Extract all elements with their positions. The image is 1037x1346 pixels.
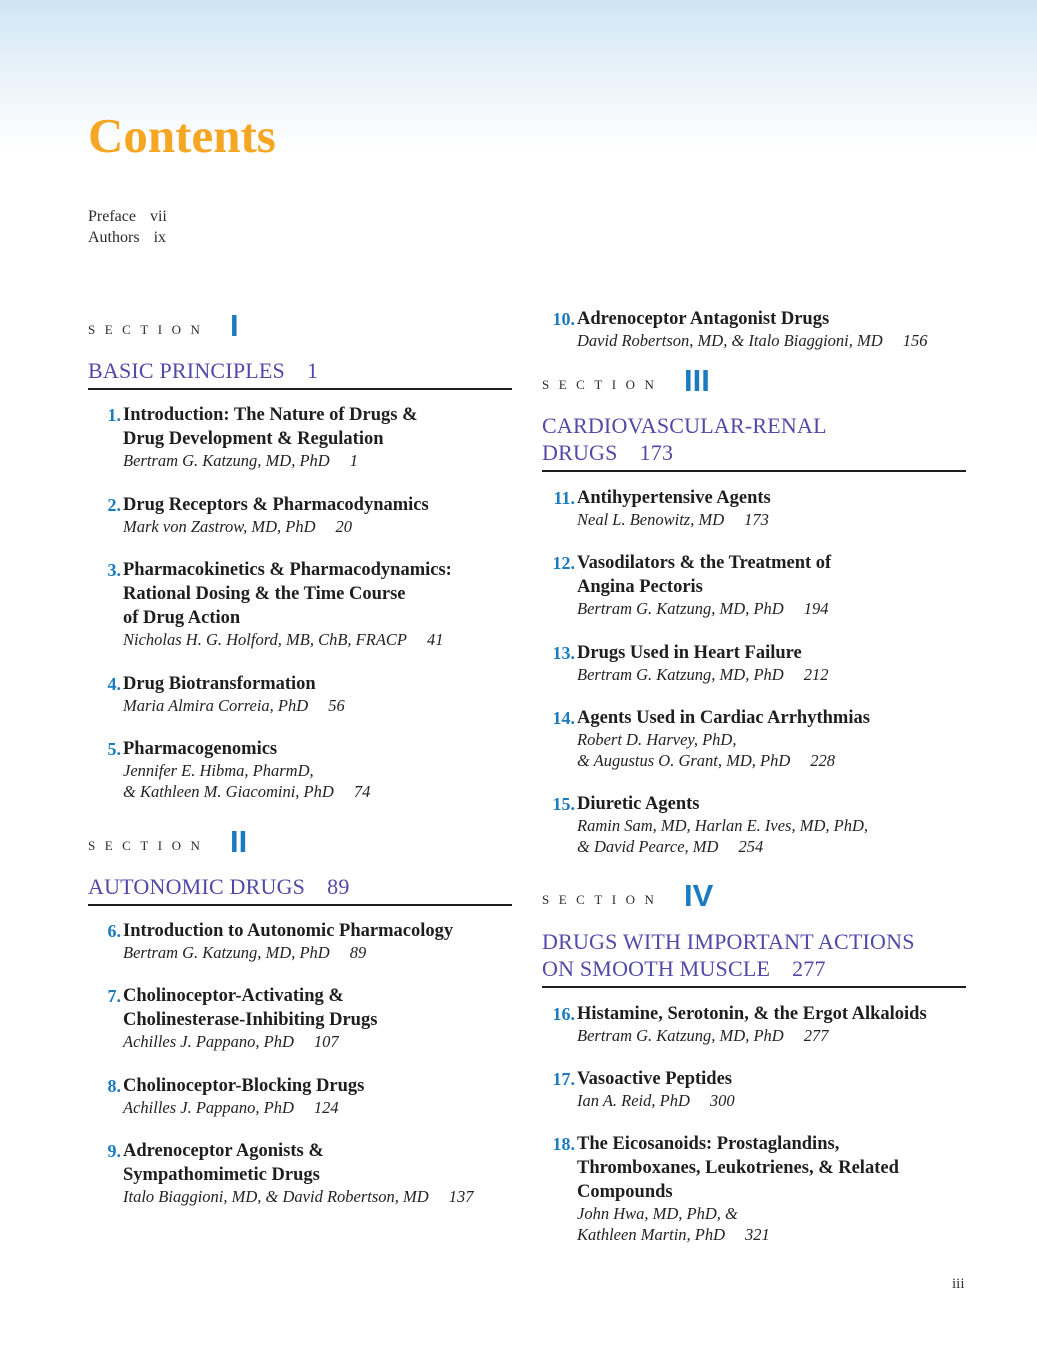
chapter-number: 12. (552, 553, 575, 573)
chapter-authors (577, 599, 972, 620)
chapter-title: Vasoactive Peptides (577, 1069, 733, 1089)
chapter-authors (123, 943, 518, 964)
section-numeral: IV (684, 878, 714, 913)
chapter-title: Pharmacokinetics & Pharmacodynamics: Rational Dosing & the Time Course of Drug Action (123, 560, 452, 628)
front-item-label: Preface (88, 208, 136, 225)
chapter-author-names: Jennifer E. Hibma, PharmD, (123, 761, 314, 780)
front-item-authors[interactable] (88, 227, 167, 248)
section-title-i[interactable] (88, 357, 512, 390)
chapter-number: 6. (107, 921, 121, 941)
chapter-entry[interactable] (542, 706, 972, 771)
section-title-text: AUTONOMIC DRUGS (88, 874, 306, 899)
chapter-number: 10. (552, 309, 575, 329)
chapter-authors (577, 665, 972, 686)
front-item-page: vii (149, 208, 167, 225)
chapter-entry[interactable] (88, 672, 518, 717)
chapter-authors (123, 630, 518, 651)
section-title-text: DRUGS WITH IMPORTANT ACTIONS (542, 929, 915, 954)
chapter-entry[interactable] (88, 984, 518, 1053)
chapter-title: Adrenoceptor Antagonist Drugs (577, 309, 830, 329)
chapter-number: 2. (107, 495, 121, 515)
chapter-author-names: Bertram G. Katzung, MD, PhD (577, 665, 784, 684)
chapter-page: 212 (803, 665, 829, 684)
chapter-authors (577, 730, 972, 771)
chapter-author-names: Kathleen Martin, PhD (577, 1224, 726, 1244)
chapter-number: 18. (552, 1134, 575, 1154)
chapter-entry[interactable] (88, 737, 518, 802)
chapter-title: Agents Used in Cardiac Arrhythmias (577, 708, 870, 728)
chapter-entry[interactable] (88, 403, 518, 472)
chapter-author-names: David Robertson, MD, & Italo Biaggioni, MD (577, 331, 883, 350)
section-label: SECTION (88, 838, 210, 853)
chapter-title: Cholinoceptor-Activating & Cholinesterase-Inhibiting Drugs (123, 986, 378, 1030)
chapter-authors (123, 696, 518, 717)
section-label: SECTION (542, 892, 664, 907)
chapter-author-names: & Kathleen M. Giacomini, PhD (123, 781, 334, 801)
chapter-title: Drug Biotransformation (123, 674, 316, 694)
chapter-title: Vasodilators & the Treatment of Angina Pectoris (577, 553, 832, 597)
chapter-number: 3. (107, 560, 121, 580)
section-title-text: CARDIOVASCULAR-RENAL (542, 413, 827, 438)
chapter-author-names: Achilles J. Pappano, PhD (123, 1032, 294, 1051)
page-number: iii (952, 1276, 965, 1292)
chapter-title: Drugs Used in Heart Failure (577, 643, 802, 663)
chapter-title: Drug Receptors & Pharmacodynamics (123, 495, 429, 515)
chapter-number: 8. (107, 1076, 121, 1096)
chapter-number: 14. (552, 708, 575, 728)
chapter-authors (577, 1204, 972, 1245)
section-title-text: ON SMOOTH MUSCLE (542, 956, 771, 981)
chapter-authors (577, 1091, 972, 1112)
chapter-number: 15. (552, 794, 575, 814)
chapter-author-names: Achilles J. Pappano, PhD (123, 1098, 294, 1117)
chapter-number: 9. (107, 1141, 121, 1161)
chapter-page: 277 (803, 1026, 829, 1045)
chapter-authors (577, 510, 972, 531)
chapter-authors (123, 1032, 518, 1053)
chapter-number: 7. (107, 986, 121, 1006)
chapter-entry[interactable] (542, 641, 972, 686)
front-item-page: ix (153, 229, 167, 246)
chapter-author-names: Nicholas H. G. Holford, MB, ChB, FRACP (123, 630, 407, 649)
section-page: 89 (327, 874, 350, 899)
chapter-authors (577, 331, 972, 352)
chapter-number: 17. (552, 1069, 575, 1089)
section-title-iii[interactable] (542, 412, 966, 472)
section-title-ii[interactable] (88, 873, 512, 906)
chapter-entry[interactable] (542, 307, 972, 352)
chapter-author-names: Mark von Zastrow, MD, PhD (123, 517, 316, 536)
chapter-page: 321 (745, 1224, 770, 1244)
chapter-author-names: Bertram G. Katzung, MD, PhD (123, 451, 330, 470)
chapter-number: 11. (553, 488, 575, 508)
section-numeral: II (230, 824, 248, 859)
chapter-entry[interactable] (542, 1067, 972, 1112)
chapter-author-names: Ian A. Reid, PhD (577, 1091, 690, 1110)
chapter-title: Introduction: The Nature of Drugs & Drug Development & Regulation (123, 405, 418, 449)
chapter-page: 228 (810, 750, 836, 770)
chapter-page: 89 (349, 943, 367, 962)
chapter-author-names: Bertram G. Katzung, MD, PhD (577, 599, 784, 618)
chapter-author-names: Maria Almira Correia, PhD (123, 696, 309, 715)
chapter-authors (123, 761, 518, 802)
chapter-page: 107 (313, 1032, 339, 1051)
chapter-author-names: Neal L. Benowitz, MD (577, 510, 725, 529)
section-title-text: BASIC PRINCIPLES (88, 358, 285, 383)
chapter-title: Histamine, Serotonin, & the Ergot Alkaloids (577, 1004, 927, 1024)
chapter-title: Cholinoceptor-Blocking Drugs (123, 1076, 365, 1096)
chapter-author-names: & David Pearce, MD (577, 836, 719, 856)
chapter-author-names: Italo Biaggioni, MD, & David Robertson, MD (123, 1187, 429, 1206)
chapter-page: 56 (328, 696, 345, 715)
front-matter (88, 206, 167, 248)
section-page: 173 (639, 440, 674, 465)
chapter-page: 41 (427, 630, 444, 649)
chapter-entry[interactable] (542, 486, 972, 531)
chapter-entry[interactable] (542, 1132, 972, 1245)
chapter-page: 74 (353, 781, 371, 801)
section-page: 1 (306, 358, 319, 383)
chapter-authors (123, 451, 518, 472)
chapter-number: 4. (107, 674, 121, 694)
chapter-page: 173 (744, 510, 769, 529)
chapter-authors (123, 1187, 518, 1208)
chapter-author-names: John Hwa, MD, PhD, & (577, 1204, 738, 1223)
chapter-number: 13. (552, 643, 575, 663)
chapter-author-names: Ramin Sam, MD, Harlan E. Ives, MD, PhD, (577, 816, 868, 835)
chapter-title: Pharmacogenomics (123, 739, 278, 759)
chapter-author-names: Bertram G. Katzung, MD, PhD (123, 943, 330, 962)
chapter-page: 1 (349, 451, 358, 470)
chapter-author-names: & Augustus O. Grant, MD, PhD (577, 750, 791, 770)
chapter-number: 16. (552, 1004, 575, 1024)
chapter-entry[interactable] (88, 1139, 518, 1208)
chapter-page: 156 (902, 331, 928, 350)
chapter-title: Antihypertensive Agents (577, 488, 771, 508)
chapter-page: 20 (335, 517, 352, 536)
chapter-title: Diuretic Agents (577, 794, 700, 814)
chapter-entry[interactable] (88, 919, 518, 964)
front-item-preface[interactable] (88, 206, 167, 227)
chapter-entry[interactable] (88, 493, 518, 538)
section-numeral: I (230, 308, 239, 343)
chapter-entry[interactable] (88, 1074, 518, 1119)
chapter-page: 124 (313, 1098, 339, 1117)
chapter-author-names: Bertram G. Katzung, MD, PhD (577, 1026, 784, 1045)
section-label: SECTION (542, 377, 664, 392)
section-title-text: DRUGS (542, 440, 618, 465)
section-label: SECTION (88, 322, 210, 337)
section-title-iv[interactable] (542, 928, 966, 988)
chapter-title: Adrenoceptor Agonists & Sympathomimetic Drugs (123, 1141, 324, 1185)
page-title: Contents (88, 108, 276, 163)
chapter-author-names: Robert D. Harvey, PhD, (577, 730, 737, 749)
chapter-authors (577, 816, 972, 857)
chapter-number: 5. (107, 739, 121, 759)
chapter-number: 1. (107, 405, 121, 425)
chapter-page: 137 (448, 1187, 474, 1206)
chapter-title: Introduction to Autonomic Pharmacology (123, 921, 454, 941)
chapter-authors (123, 517, 518, 538)
chapter-page: 254 (738, 836, 764, 856)
chapter-entry[interactable] (542, 551, 972, 620)
chapter-title: The Eicosanoids: Prostaglandins, Thromboxanes, Leukotrienes, & Related Compounds (577, 1134, 899, 1202)
section-page: 277 (792, 956, 826, 981)
chapter-entry[interactable] (542, 792, 972, 857)
chapter-page: 300 (709, 1091, 735, 1110)
chapter-authors (123, 1098, 518, 1119)
front-item-label: Authors (88, 229, 140, 246)
chapter-page: 194 (803, 599, 829, 618)
section-numeral: III (684, 363, 710, 398)
chapter-entry[interactable] (542, 1002, 972, 1047)
chapter-authors (577, 1026, 972, 1047)
chapter-entry[interactable] (88, 558, 518, 651)
